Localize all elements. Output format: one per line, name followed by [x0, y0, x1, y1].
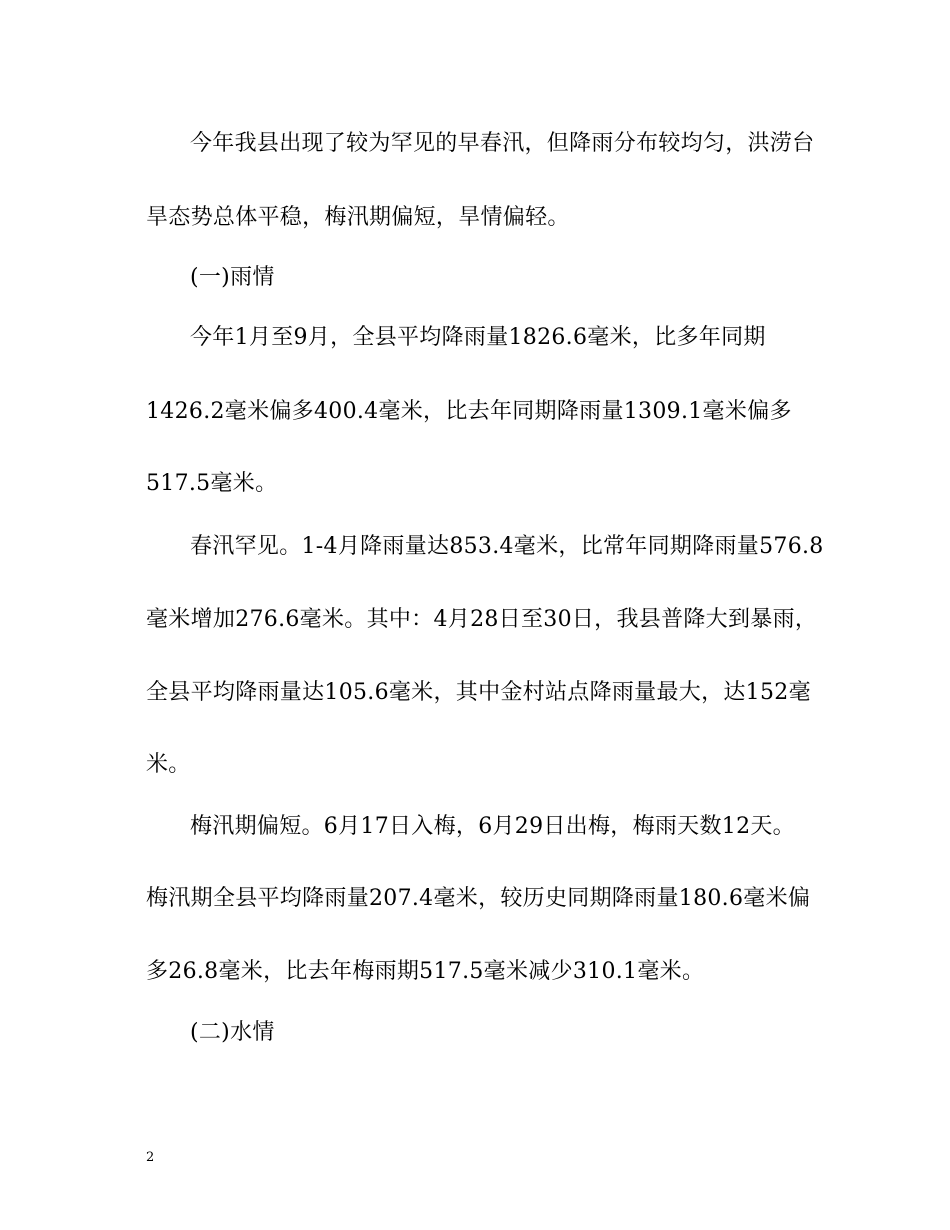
- paragraph-line-4: 今年1月至9月，全县平均降雨量1826.6毫米，比多年同期: [190, 325, 766, 350]
- paragraph-line-1: 今年我县出现了较为罕见的早春汛，但降雨分布较均匀，洪涝台: [190, 131, 815, 156]
- paragraph-line-2: 旱态势总体平稳，梅汛期偏短，旱情偏轻。: [146, 205, 570, 230]
- paragraph-line-7: 春汛罕见。1-4月降雨量达853.4毫米，比常年同期降雨量576.8: [190, 534, 824, 559]
- page-number: 2: [146, 1150, 155, 1165]
- paragraph-line-6: 517.5毫米。: [146, 471, 278, 496]
- paragraph-line-11: 梅汛期偏短。6月17日入梅，6月29日出梅，梅雨天数12天。: [190, 814, 795, 839]
- paragraph-line-8: 毫米增加276.6毫米。其中：4月28日至30日，我县普降大到暴雨，: [146, 607, 818, 632]
- section-heading-water: (二)水情: [190, 1020, 275, 1045]
- paragraph-line-9: 全县平均降雨量达105.6毫米，其中金村站点降雨量最大，达152毫: [146, 680, 811, 705]
- section-heading-rainfall: (一)雨情: [190, 265, 275, 290]
- paragraph-line-5: 1426.2毫米偏多400.4毫米，比去年同期降雨量1309.1毫米偏多: [146, 399, 792, 424]
- paragraph-line-12: 梅汛期全县平均降雨量207.4毫米，较历史同期降雨量180.6毫米偏: [146, 886, 811, 911]
- paragraph-line-13: 多26.8毫米，比去年梅雨期517.5毫米减少310.1毫米。: [146, 959, 705, 984]
- paragraph-line-10: 米。: [146, 752, 191, 777]
